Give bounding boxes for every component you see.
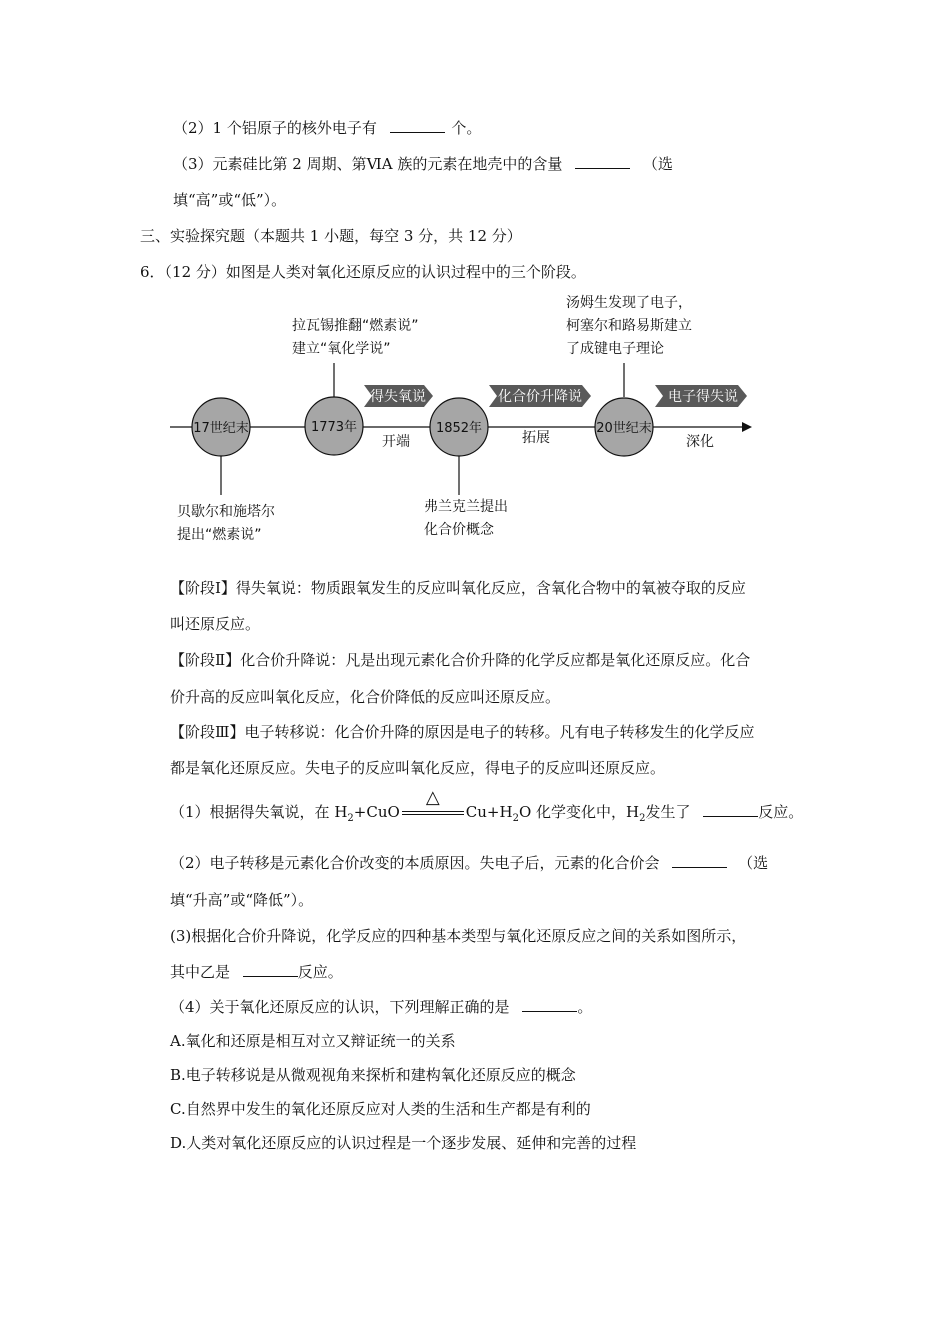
timeline-caption: 贝歇尔和施塔尔 [177,504,275,520]
heating-condition-arrow [402,787,464,820]
q3-line2: 填“高”或“低”）。 [173,191,287,209]
timeline-caption: 了成键电子理论 [566,341,664,357]
timeline-caption: 弗兰克兰提出 [424,499,508,515]
option-a[interactable]: A.氧化和还原是相互对立又辩证统一的关系 [170,1032,456,1050]
timeline-arrowhead [742,422,752,432]
arrow-label: 得失氧说 [370,389,426,405]
question-6-stem: 6．（12 分）如图是人类对氧化还原反应的认识过程中的三个阶段。 [140,263,586,281]
answer-blank[interactable] [243,962,298,977]
stage-word: 开端 [382,434,410,450]
sub-question-4: （4）关于氧化还原反应的认识，下列理解正确的是 。 [170,998,593,1016]
timeline-figure [0,285,950,555]
q3-line: （3）元素硅比第 2 周期、第ⅥA 族的元素在地壳中的含量 （选 [173,155,673,173]
stage-word: 拓展 [522,430,550,446]
timeline-caption: 拉瓦锡推翻“燃素说” [292,318,419,334]
sub-question-1: （1）根据得失氧说，在 $H_2+CuO$ △ $Cu+H_2O$ 化学变化中，$H_2$发生了 反应。 [170,787,804,824]
timeline-caption: 汤姆生发现了电子， [566,295,692,311]
sub-question-3-cont: 其中乙是 反应。 [170,963,343,981]
answer-blank[interactable] [672,853,727,868]
node-label: 20世纪末 [596,421,652,436]
stage-2-text: 【阶段Ⅱ】化合价升降说：凡是出现元素化合价升降的化学反应都是氧化还原反应。化合 [170,651,751,669]
answer-blank[interactable] [522,997,577,1012]
equation-line [402,811,464,812]
q2-line: （2）1 个铝原子的核外电子有 个。 [173,119,482,137]
stage-3-text-cont: 都是氧化还原反应。失电子的反应叫氧化反应，得电子的反应叫还原反应。 [170,759,666,777]
equation-line [402,814,464,815]
answer-blank[interactable] [703,802,758,817]
arrow-label: 化合价升降说 [498,389,582,405]
option-c[interactable]: C.自然界中发生的氧化还原反应对人类的生活和生产都是有利的 [170,1100,591,1118]
node-label: 1852年 [435,421,483,436]
timeline-caption: 提出“燃素说” [177,527,262,543]
stage-1-text-cont: 叫还原反应。 [170,615,261,633]
stage-3-text: 【阶段Ⅲ】电子转移说：化合价升降的原因是电子的转移。凡有电子转移发生的化学反应 [170,723,755,741]
option-b[interactable]: B.电子转移说是从微观视角来探析和建构氧化还原反应的概念 [170,1066,576,1084]
stage-2-text-cont: 价升高的反应叫氧化反应，化合价降低的反应叫还原反应。 [170,688,561,706]
timeline-caption: 柯塞尔和路易斯建立 [566,318,692,334]
answer-blank[interactable] [390,118,445,133]
node-label: 1773年 [310,420,358,435]
sub-question-3: (3)根据化合价升降说，化学反应的四种基本类型与氧化还原反应之间的关系如图所示， [170,927,747,945]
stage-1-text: 【阶段Ⅰ】得失氧说：物质跟氧发生的反应叫氧化反应，含氧化合物中的氧被夺取的反应 [170,579,746,597]
option-d[interactable]: D.人类对氧化还原反应的认识过程是一个逐步发展、延伸和完善的过程 [170,1134,637,1152]
timeline-caption: 建立“氧化学说” [292,341,391,357]
sub-question-2-cont: 填“升高”或“降低”）。 [170,891,314,909]
timeline-caption: 化合价概念 [424,522,494,538]
sub-question-2: （2）电子转移是元素化合价改变的本质原因。失电子后，元素的化合价会 （选 [170,854,769,872]
stage-word: 深化 [686,434,714,450]
delta-symbol: △ [425,787,440,808]
arrow-label: 电子得失说 [668,389,738,405]
node-label: 17世纪末 [193,421,249,436]
answer-blank[interactable] [575,154,630,169]
section-title: 三、实验探究题（本题共 1 小题，每空 3 分，共 12 分） [140,227,522,245]
